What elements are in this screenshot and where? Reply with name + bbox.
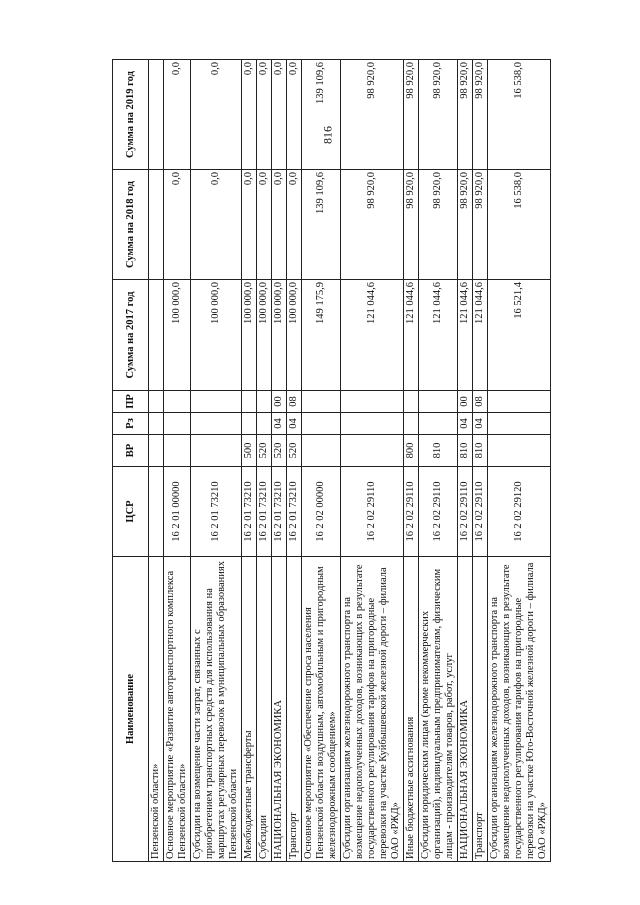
cell-pr: [302, 391, 341, 413]
cell-vr: 810: [458, 435, 473, 467]
cell-pr: [488, 391, 551, 413]
cell-vr: [488, 435, 551, 467]
cell-vr: 520: [272, 435, 287, 467]
cell-rz: [419, 413, 458, 435]
cell-csr: 16 2 01 00000: [164, 467, 191, 557]
cell-sum-2018: 0,0: [164, 170, 191, 280]
header-sum-2017: Сумма на 2017 год: [113, 280, 149, 391]
cell-rz: [191, 413, 242, 435]
cell-csr: 16 2 02 29120: [488, 467, 551, 557]
cell-sum-2018: 0,0: [191, 170, 242, 280]
cell-csr: 16 2 01 73210: [287, 467, 302, 557]
cell-rz: [257, 413, 272, 435]
cell-csr: 16 2 02 29110: [458, 467, 473, 557]
table-row: [257, 60, 272, 862]
cell-rz: [341, 413, 404, 435]
cell-vr: 520: [257, 435, 272, 467]
cell-rz: 04: [287, 413, 302, 435]
cell-vr: 810: [473, 435, 488, 467]
cell-pr: [341, 391, 404, 413]
table-row: [272, 60, 287, 862]
cell-csr: 16 2 02 29110: [341, 467, 404, 557]
header-pr: ПР: [113, 391, 149, 413]
cell-pr: [242, 391, 257, 413]
cell-sum-2017: 121 044,6: [458, 280, 473, 391]
table-row: [164, 60, 191, 862]
header-csr: ЦСР: [113, 467, 149, 557]
cell-name: Субсидии организациям железнодорожного транспорта на возмещение недополученных доходов, возникающих в результате государственного регулирования тарифов на пригородные перевозки на участке Куйбышевской железной дороги – филиала ОАО «РЖД»: [341, 557, 404, 862]
cell-csr: 16 2 01 73210: [242, 467, 257, 557]
cell-csr: 16 2 01 73210: [257, 467, 272, 557]
cell-name: Транспорт: [287, 557, 302, 862]
cell-sum-2018: [149, 170, 164, 280]
cell-sum-2018: 98 920,0: [419, 170, 458, 280]
cell-pr: [164, 391, 191, 413]
cell-rz: [404, 413, 419, 435]
cell-sum-2018: 16 538,0: [488, 170, 551, 280]
cell-name: Межбюджетные трансферты: [242, 557, 257, 862]
cell-rz: [302, 413, 341, 435]
cell-sum-2017: 100 000,0: [242, 280, 257, 391]
cell-name: НАЦИОНАЛЬНАЯ ЭКОНОМИКА: [458, 557, 473, 862]
cell-csr: 16 2 01 73210: [191, 467, 242, 557]
cell-rz: 04: [458, 413, 473, 435]
cell-name: Пензенской области»: [149, 557, 164, 862]
header-sum-2018: Сумма на 2018 год: [113, 170, 149, 280]
cell-sum-2017: 121 044,6: [404, 280, 419, 391]
cell-name: НАЦИОНАЛЬНАЯ ЭКОНОМИКА: [272, 557, 287, 862]
cell-vr: [164, 435, 191, 467]
cell-rz: 04: [272, 413, 287, 435]
header-vr: ВР: [113, 435, 149, 467]
cell-sum-2019: 0,0: [287, 60, 302, 170]
cell-csr: [149, 467, 164, 557]
cell-pr: 00: [272, 391, 287, 413]
cell-sum-2017: 100 000,0: [287, 280, 302, 391]
cell-vr: 800: [404, 435, 419, 467]
cell-sum-2019: 0,0: [272, 60, 287, 170]
cell-pr: [149, 391, 164, 413]
table-row: [473, 60, 488, 862]
header-sum-2019: Сумма на 2019 год: [113, 60, 149, 170]
cell-pr: 08: [287, 391, 302, 413]
cell-sum-2019: 98 920,0: [473, 60, 488, 170]
cell-sum-2019: 16 538,0: [488, 60, 551, 170]
table-row: [458, 60, 473, 862]
cell-name: Субсидии юридическим лицам (кроме некоммерческих организаций), индивидуальным предпринимателям, физическим лицам - производителям товаров, работ, услуг: [419, 557, 458, 862]
cell-csr: 16 2 02 29110: [473, 467, 488, 557]
cell-name: Субсидии организациям железнодорожного транспорта на возмещение недополученных доходов, возникающих в результате государственного регулирования тарифов на пригородные перевозки на участке Юго-Восточной железной дороги – филиала ОАО «РЖД»: [488, 557, 551, 862]
table-row: [302, 60, 341, 862]
cell-pr: 00: [458, 391, 473, 413]
rotated-table-area: [112, 60, 548, 862]
cell-sum-2017: 149 175,9: [302, 280, 341, 391]
cell-pr: [191, 391, 242, 413]
cell-sum-2017: 16 521,4: [488, 280, 551, 391]
header-name: Наименование: [113, 557, 149, 862]
table-row: [287, 60, 302, 862]
cell-sum-2017: 121 044,6: [341, 280, 404, 391]
cell-csr: 16 2 01 73210: [272, 467, 287, 557]
cell-sum-2018: 98 920,0: [473, 170, 488, 280]
cell-name: Транспорт: [473, 557, 488, 862]
cell-sum-2019: 0,0: [257, 60, 272, 170]
header-rz: Рз: [113, 413, 149, 435]
cell-csr: 16 2 02 29110: [419, 467, 458, 557]
cell-sum-2017: 100 000,0: [257, 280, 272, 391]
cell-vr: 810: [419, 435, 458, 467]
cell-sum-2019: 0,0: [191, 60, 242, 170]
cell-vr: [302, 435, 341, 467]
cell-sum-2018: 139 109,6: [302, 170, 341, 280]
cell-sum-2018: 0,0: [272, 170, 287, 280]
table-row: [191, 60, 242, 862]
cell-sum-2019: 139 109,6: [302, 60, 341, 170]
cell-pr: [404, 391, 419, 413]
cell-rz: [149, 413, 164, 435]
budget-table: [112, 59, 551, 862]
cell-name: Иные бюджетные ассигнования: [404, 557, 419, 862]
cell-pr: [419, 391, 458, 413]
cell-name: Субсидии на возмещение части затрат, связанных с приобретением транспортных средств для использования на маршрутах регулярных перевозок в муниципальных образованиях Пензенской области: [191, 557, 242, 862]
cell-pr: [257, 391, 272, 413]
cell-sum-2017: 100 000,0: [164, 280, 191, 391]
budget-table-container: [112, 60, 548, 862]
cell-vr: [149, 435, 164, 467]
cell-sum-2017: 121 044,6: [473, 280, 488, 391]
table-header-row: [113, 60, 149, 862]
cell-sum-2017: [149, 280, 164, 391]
cell-name: Основное мероприятие «Развитие автотранспортного комплекса Пензенской области»: [164, 557, 191, 862]
cell-csr: 16 2 02 00000: [302, 467, 341, 557]
cell-rz: [164, 413, 191, 435]
cell-sum-2018: 98 920,0: [404, 170, 419, 280]
cell-sum-2018: 0,0: [257, 170, 272, 280]
cell-sum-2019: 98 920,0: [458, 60, 473, 170]
cell-sum-2018: 98 920,0: [341, 170, 404, 280]
cell-sum-2018: 98 920,0: [458, 170, 473, 280]
cell-sum-2019: 0,0: [164, 60, 191, 170]
cell-rz: [488, 413, 551, 435]
table-body: [149, 60, 551, 862]
cell-rz: [242, 413, 257, 435]
table-row: [149, 60, 164, 862]
cell-vr: 520: [287, 435, 302, 467]
table-row: [488, 60, 551, 862]
table-row: [341, 60, 404, 862]
cell-vr: 500: [242, 435, 257, 467]
cell-sum-2017: 100 000,0: [272, 280, 287, 391]
table-row: [419, 60, 458, 862]
page-number-text: 816: [320, 126, 335, 144]
cell-vr: [341, 435, 404, 467]
cell-rz: 04: [473, 413, 488, 435]
cell-name: Субсидии: [257, 557, 272, 862]
cell-sum-2019: [149, 60, 164, 170]
cell-csr: 16 2 02 29110: [404, 467, 419, 557]
cell-sum-2019: 98 920,0: [404, 60, 419, 170]
cell-sum-2019: 0,0: [242, 60, 257, 170]
cell-vr: [191, 435, 242, 467]
cell-sum-2017: 121 044,6: [419, 280, 458, 391]
cell-sum-2019: 98 920,0: [341, 60, 404, 170]
cell-pr: 08: [473, 391, 488, 413]
table-row: [404, 60, 419, 862]
cell-sum-2019: 98 920,0: [419, 60, 458, 170]
cell-sum-2018: 0,0: [242, 170, 257, 280]
cell-sum-2018: 0,0: [287, 170, 302, 280]
cell-name: Основное мероприятие «Обеспечение спроса населения Пензенской области воздушным, автомобильным и пригородным железнодорожным сообщением»: [302, 557, 341, 862]
cell-sum-2017: 100 000,0: [191, 280, 242, 391]
table-row: [242, 60, 257, 862]
